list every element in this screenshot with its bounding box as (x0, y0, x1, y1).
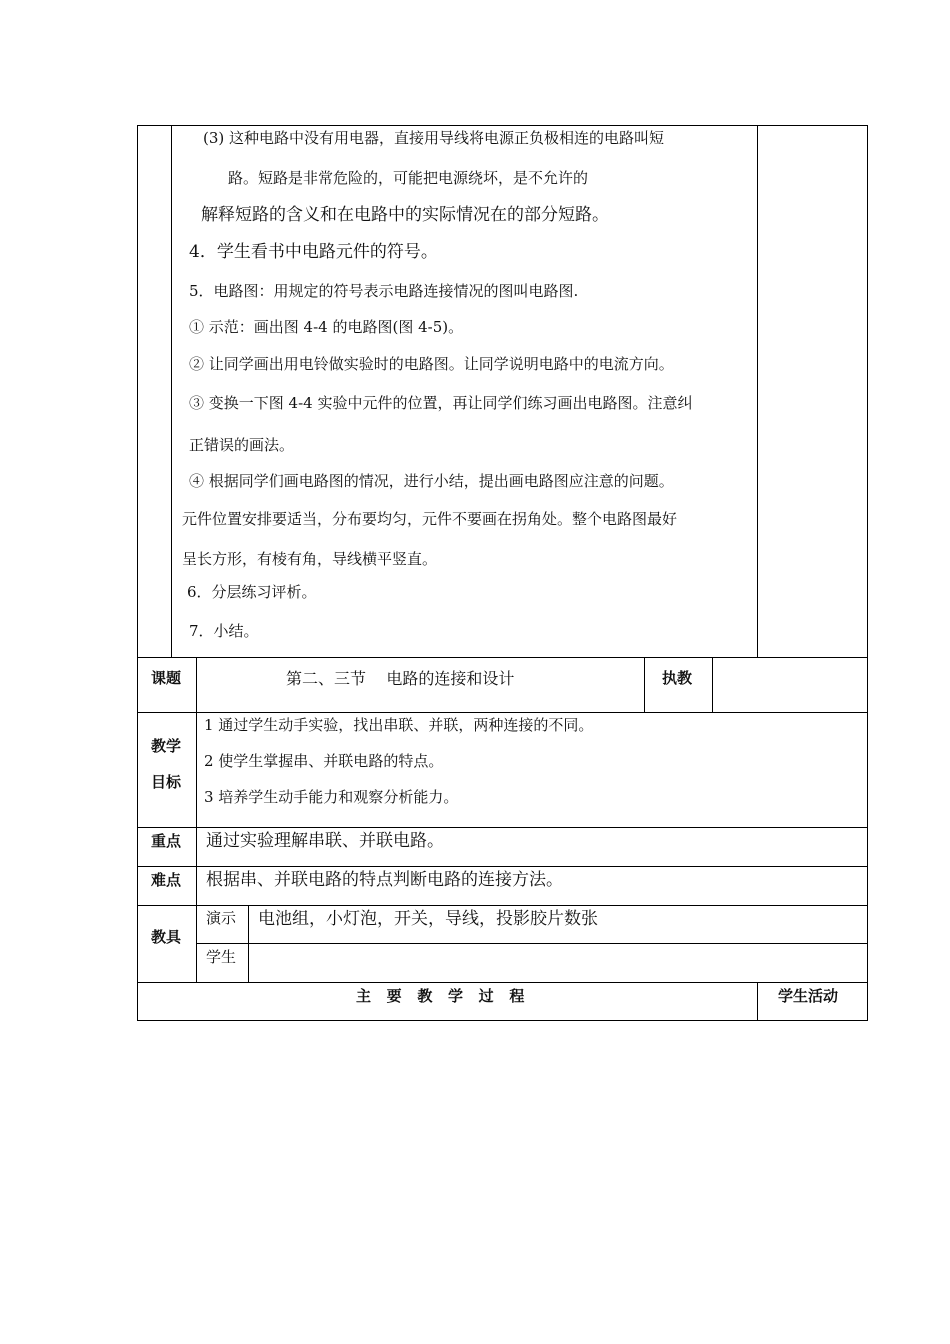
upper-line-12: 呈长方形，有棱有角，导线横平竖直。 (182, 550, 438, 568)
demo-label: 演示 (206, 909, 237, 927)
row-divider-demo-student (196, 943, 868, 944)
row-divider-difficulty (137, 866, 868, 867)
upper-line-2: 路。短路是非常危险的，可能把电源绕坏，是不允许的 (228, 169, 589, 187)
goals-label-line-1: 教学 (151, 737, 182, 755)
teacher-value-divider (712, 657, 713, 713)
row-divider-goals (137, 712, 868, 713)
upper-line-6: ① 示范：画出图 4-4 的电路图(图 4-5)。 (189, 318, 464, 336)
key-value: 通过实验理解串联、并联电路。 (206, 831, 444, 851)
goals-label-line-2: 目标 (151, 773, 182, 791)
goal-item-1: 1 通过学生动手实验，找出串联、并联，两种连接的不同。 (204, 716, 594, 734)
label-column-divider (196, 657, 197, 983)
upper-line-14: 7．小结。 (189, 622, 259, 640)
student-label: 学生 (206, 948, 237, 966)
table-border-top (137, 125, 868, 126)
row-divider-topic (137, 657, 868, 658)
teacher-label: 执教 (662, 669, 693, 687)
upper-line-4: 4．学生看书中电路元件的符号。 (189, 242, 438, 262)
upper-line-5: 5．电路图：用规定的符号表示电路连接情况的图叫电路图. (189, 282, 579, 300)
goal-item-3: 3 培养学生动手能力和观察分析能力。 (204, 788, 459, 806)
upper-line-10: ④ 根据同学们画电路图的情况，进行小结，提出画电路图应注意的问题。 (189, 472, 674, 490)
upper-inner-left-divider (171, 125, 172, 658)
upper-line-8: ③ 变换一下图 4-4 实验中元件的位置，再让同学们练习画出电路图。注意纠 (189, 394, 693, 412)
demo-value: 电池组，小灯泡，开关，导线，投影胶片数张 (258, 909, 598, 929)
difficulty-label: 难点 (151, 871, 182, 889)
process-header: 主 要 教 学 过 程 (356, 987, 525, 1005)
table-border-right (867, 125, 868, 1021)
activity-header: 学生活动 (778, 987, 839, 1005)
upper-line-11: 元件位置安排要适当，分布要均匀，元件不要画在拐角处。整个电路图最好 (182, 510, 678, 528)
upper-line-1: (3) 这种电路中没有用电器，直接用导线将电源正负极相连的电路叫短 (203, 129, 665, 147)
process-activity-divider (757, 982, 758, 1021)
tools-sublabel-divider (248, 905, 249, 983)
upper-line-13: 6．分层练习评析。 (187, 583, 317, 601)
difficulty-value: 根据串、并联电路的特点判断电路的连接方法。 (206, 870, 563, 890)
upper-line-7: ② 让同学画出用电铃做实验时的电路图。让同学说明电路中的电流方向。 (189, 355, 674, 373)
row-divider-tools (137, 905, 868, 906)
table-border-bottom (137, 1020, 868, 1021)
upper-line-3: 解释短路的含义和在电路中的实际情况在的部分短路。 (201, 205, 609, 225)
goal-item-2: 2 使学生掌握串、并联电路的特点。 (204, 752, 444, 770)
table-border-left (137, 125, 138, 1021)
topic-label: 课题 (151, 669, 182, 687)
row-divider-process (137, 982, 868, 983)
topic-teacher-divider (644, 657, 645, 713)
key-label: 重点 (151, 832, 182, 850)
tools-label: 教具 (151, 928, 182, 946)
upper-activity-divider (757, 125, 758, 658)
row-divider-key (137, 827, 868, 828)
upper-line-9: 正错误的画法。 (189, 436, 295, 454)
topic-value: 第二、三节 电路的连接和设计 (286, 669, 515, 688)
